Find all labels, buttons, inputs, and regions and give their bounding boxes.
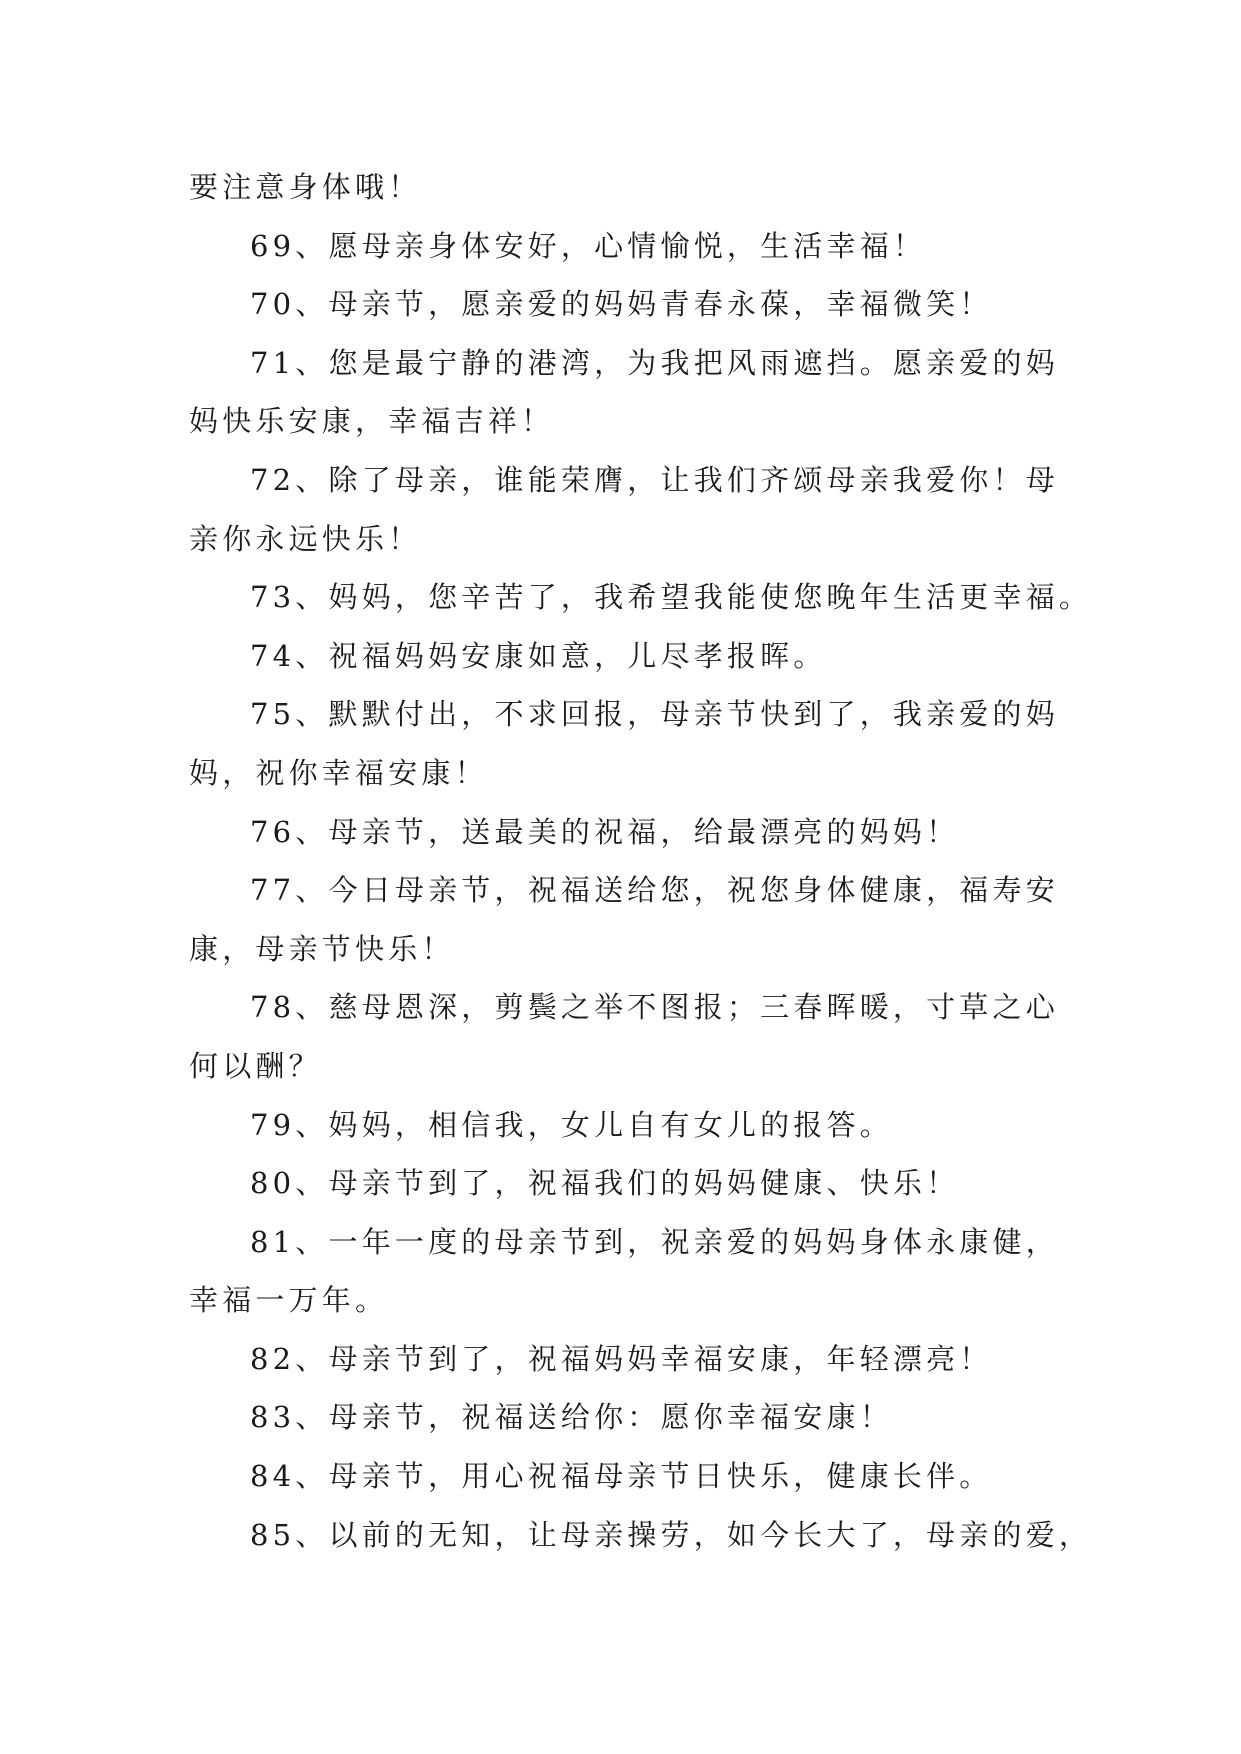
document-body bbox=[189, 158, 1093, 1564]
text-line: 妈，祝你幸福安康！ bbox=[189, 755, 488, 790]
text-line: 85、以前的无知，让母亲操劳，如今长大了，母亲的爱， bbox=[250, 1517, 1093, 1552]
text-line: 要注意身体哦！ bbox=[189, 170, 422, 204]
text-line: 70、母亲节，愿亲爱的妈妈青春永葆，幸福微笑！ bbox=[250, 287, 993, 322]
text-line: 73、妈妈，您辛苦了，我希望我能使您晚年生活更幸福。 bbox=[250, 580, 1093, 615]
text-line: 79、妈妈，相信我，女儿自有女儿的报答。 bbox=[250, 1107, 893, 1142]
text-line: 81、一年一度的母亲节到，祝亲爱的妈妈身体永康健， bbox=[250, 1224, 1059, 1259]
text-line: 康，母亲节快乐！ bbox=[189, 931, 455, 966]
text-line: 69、愿母亲身体安好，心情愉悦，生活幸福！ bbox=[250, 228, 927, 263]
text-line: 亲你永远快乐！ bbox=[189, 521, 422, 556]
text-line: 78、慈母恩深，剪鬓之举不图报；三春晖暖，寸草之心 bbox=[250, 990, 1059, 1025]
text-line: 77、今日母亲节，祝福送给您，祝您身体健康，福寿安 bbox=[250, 873, 1059, 908]
text-line: 幸福一万年。 bbox=[189, 1283, 389, 1318]
text-line: 82、母亲节到了，祝福妈妈幸福安康，年轻漂亮！ bbox=[250, 1341, 993, 1376]
text-line: 80、母亲节到了，祝福我们的妈妈健康、快乐！ bbox=[250, 1166, 960, 1201]
text-line: 74、祝福妈妈安康如意，儿尽孝报晖。 bbox=[250, 638, 827, 673]
text-line: 何以酬？ bbox=[189, 1048, 322, 1083]
text-line: 72、除了母亲，谁能荣膺，让我们齐颂母亲我爱你！母 bbox=[250, 462, 1059, 497]
text-line: 妈快乐安康，幸福吉祥！ bbox=[189, 404, 555, 439]
text-line: 76、母亲节，送最美的祝福，给最漂亮的妈妈！ bbox=[250, 814, 960, 849]
text-line: 83、母亲节，祝福送给你：愿你幸福安康！ bbox=[250, 1400, 893, 1435]
text-line: 75、默默付出，不求回报，母亲节快到了，我亲爱的妈 bbox=[250, 697, 1059, 732]
text-line: 84、母亲节，用心祝福母亲节日快乐，健康长伴。 bbox=[250, 1459, 993, 1494]
text-line: 71、您是最宁静的港湾，为我把风雨遮挡。愿亲爱的妈 bbox=[250, 345, 1059, 380]
